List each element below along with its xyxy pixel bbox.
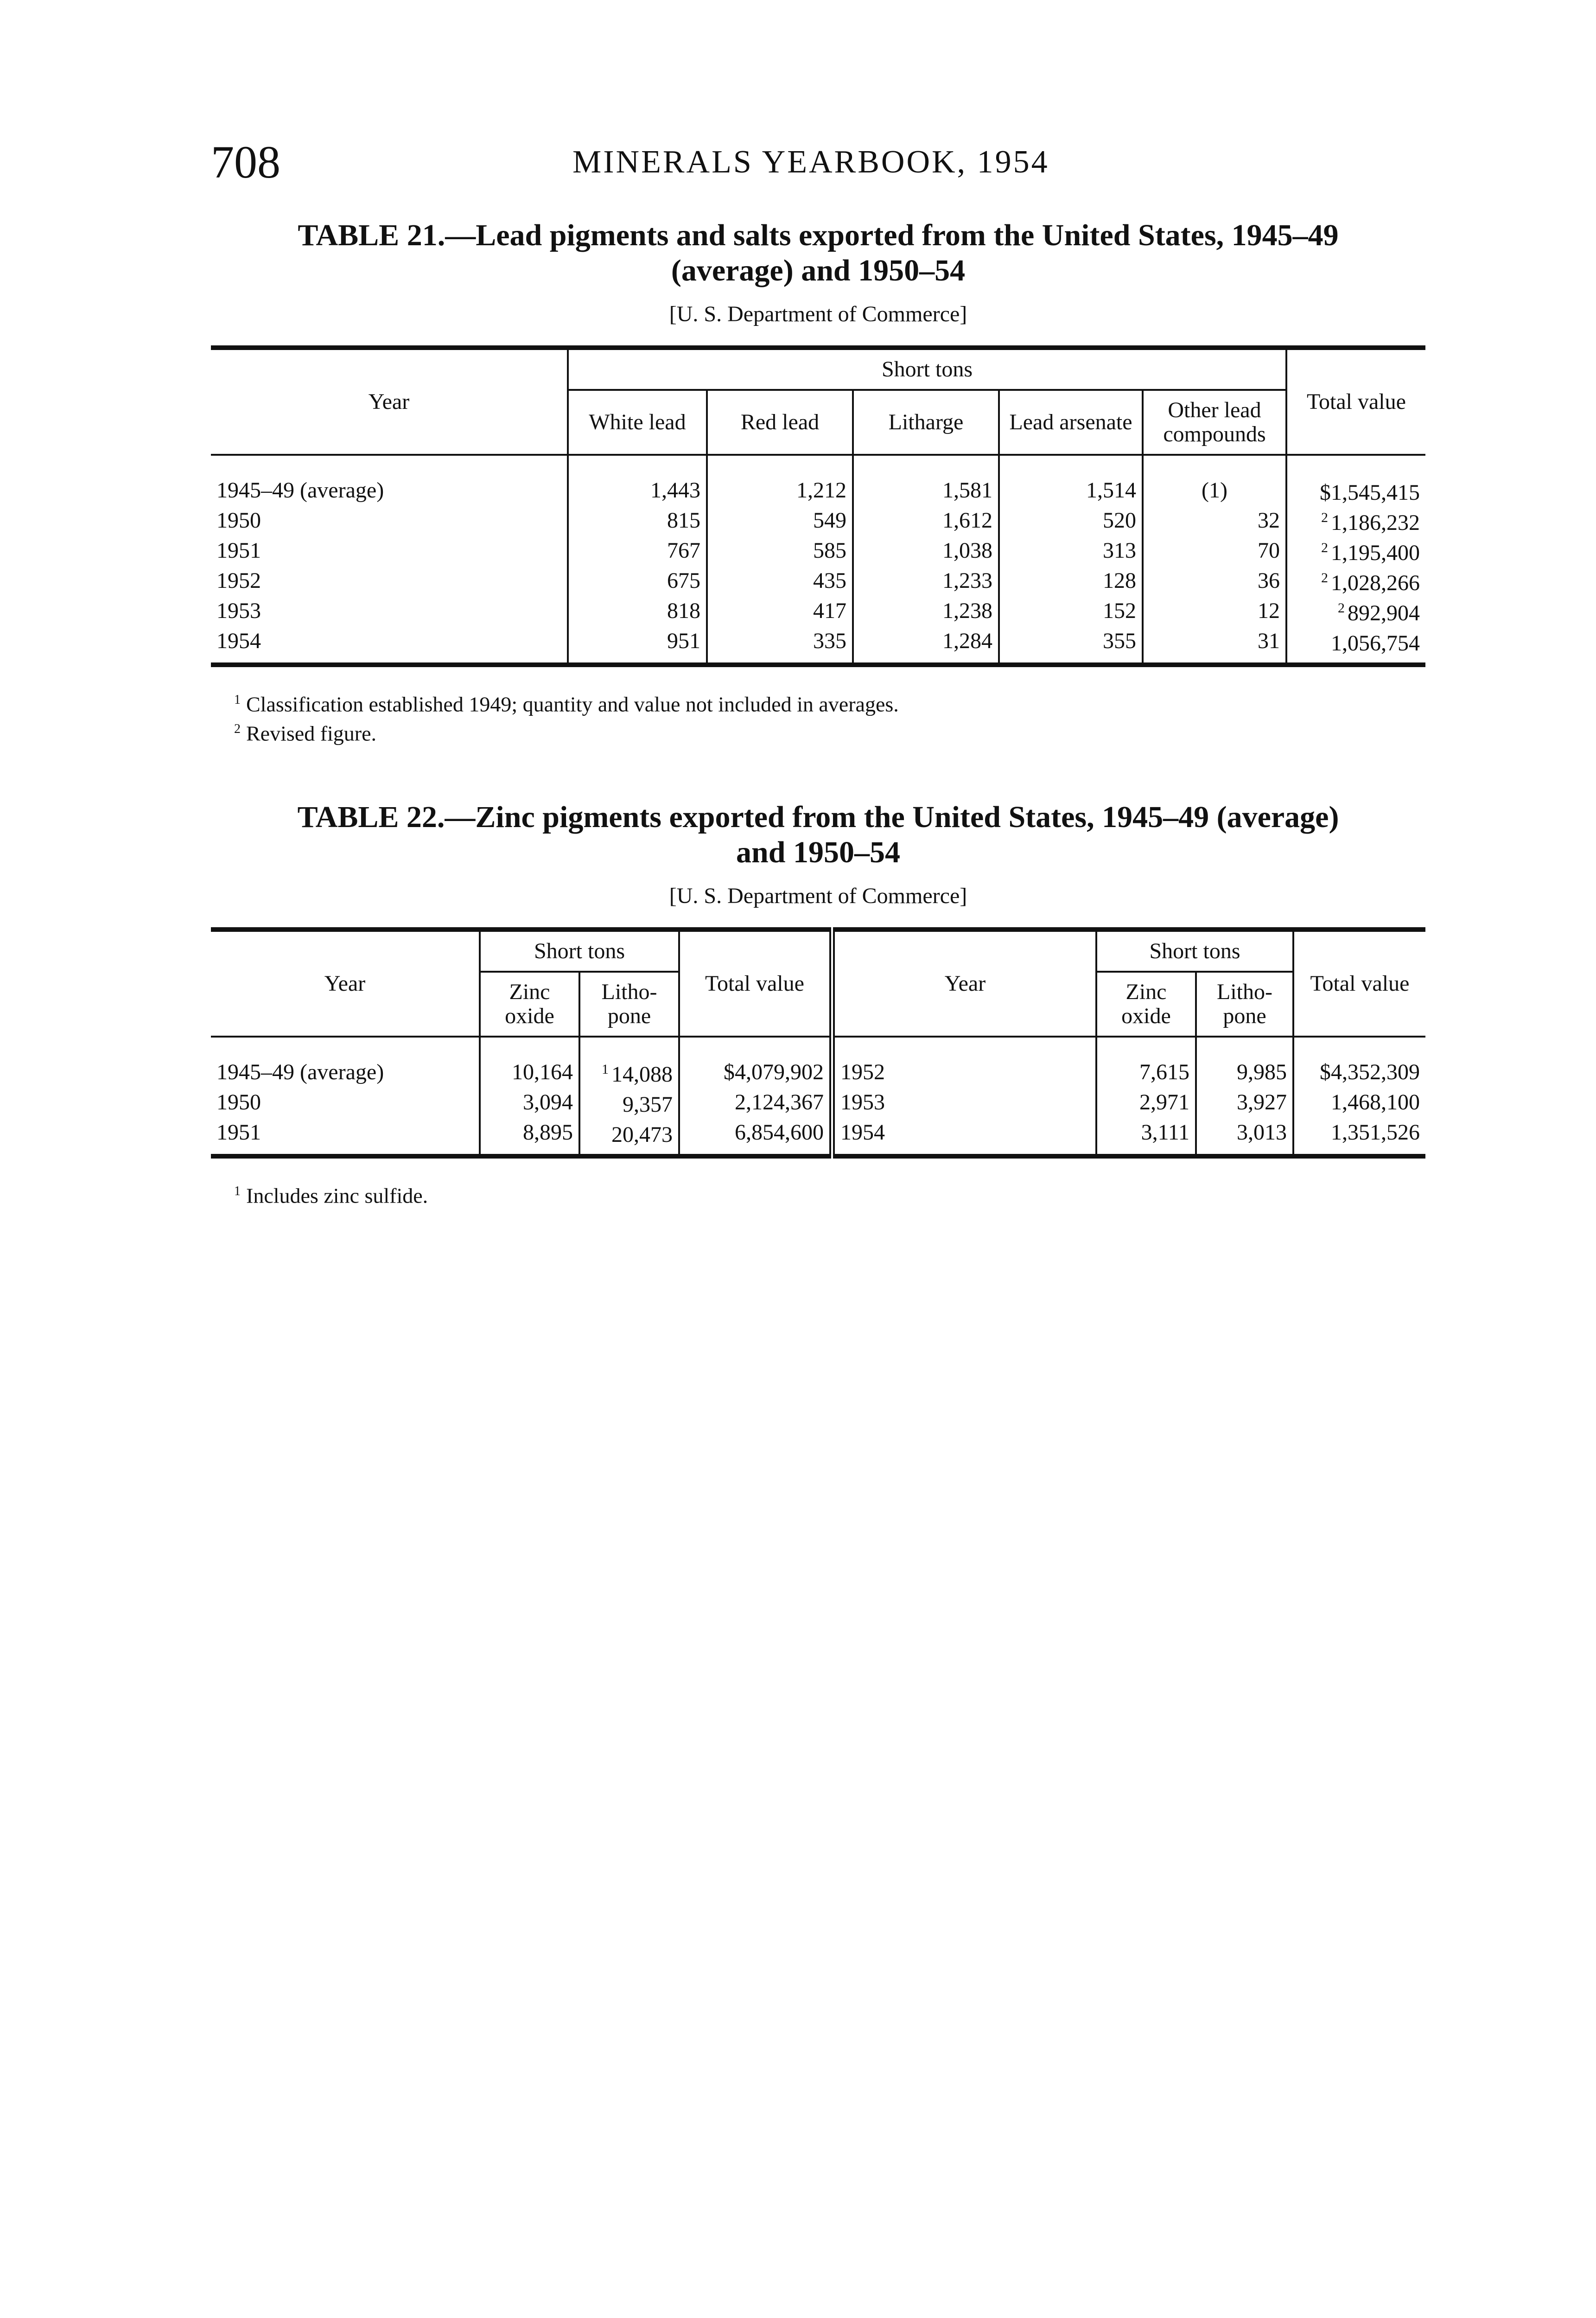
cell-red-lead: 335: [707, 626, 853, 665]
table-row: [211, 626, 1425, 665]
cell-red-lead: 585: [707, 535, 853, 566]
row-year: 1945–49 (average): [211, 455, 568, 505]
cell-red-lead: 417: [707, 596, 853, 626]
cell-other-lead: 12: [1143, 596, 1286, 626]
footnote-ref: 2: [1321, 510, 1328, 525]
table-21-col-year: Year: [211, 348, 568, 455]
table-21-col-white-lead: White lead: [568, 390, 707, 455]
cell-litharge: 1,612: [853, 505, 999, 535]
cell-lithopone-right: 9,985: [1196, 1037, 1293, 1087]
table-22-col-year-right: Year: [832, 930, 1096, 1037]
table-21-col-group-short-tons: Short tons: [568, 348, 1286, 390]
cell-total-value-right: 1,468,100: [1331, 1089, 1420, 1114]
row-year: 1951: [211, 535, 568, 566]
cell-zinc-oxide-left: 8,895: [480, 1117, 579, 1156]
cell-lead-arsenate: 1,514: [999, 455, 1143, 505]
table-22-col-lithopone-left: Litho-pone: [579, 972, 679, 1037]
footnote: [234, 717, 1425, 746]
table-21-col-red-lead: Red lead: [707, 390, 853, 455]
footnote-ref: 2: [1321, 570, 1328, 586]
row-year-left: 1951: [211, 1117, 480, 1156]
cell-white-lead: 1,443: [568, 455, 707, 505]
table-22-col-group-short-tons-right: Short tons: [1096, 930, 1293, 972]
table-21: [211, 345, 1425, 667]
cell-white-lead: 675: [568, 566, 707, 596]
cell-lead-arsenate: 128: [999, 566, 1143, 596]
cell-white-lead: 818: [568, 596, 707, 626]
cell-total-value: [1286, 535, 1425, 566]
footnote-text: Includes zinc sulfide.: [246, 1184, 428, 1208]
cell-total-value-left: 2,124,367: [735, 1089, 824, 1114]
cell-other-lead: (1): [1143, 455, 1286, 505]
row-year-right: 1954: [832, 1117, 1096, 1156]
table-22-col-total-value-right: Total value: [1293, 930, 1425, 1037]
footnote: [234, 1179, 1425, 1208]
footnote-ref: 1: [602, 1062, 609, 1077]
cell-other-lead: 36: [1143, 566, 1286, 596]
table-22-source: [U. S. Department of Commerce]: [669, 884, 967, 908]
table-row: [211, 566, 1425, 596]
cell-lead-arsenate: 313: [999, 535, 1143, 566]
lithopone-text: 14,088: [611, 1062, 673, 1087]
table-row: [211, 1117, 1425, 1156]
lithopone-text: 9,357: [623, 1092, 673, 1117]
cell-lead-arsenate: 152: [999, 596, 1143, 626]
cell-other-lead: 31: [1143, 626, 1286, 665]
table-22-caption-line-2: and 1950–54: [736, 835, 900, 869]
table-21-block: [211, 218, 1425, 746]
total-value-text: 1,195,400: [1331, 541, 1420, 565]
row-year-left: 1945–49 (average): [211, 1037, 480, 1087]
cell-white-lead: 767: [568, 535, 707, 566]
cell-total-value-right: 1,351,526: [1331, 1120, 1420, 1145]
table-22-col-group-short-tons-left: Short tons: [480, 930, 679, 972]
total-value-text: 892,904: [1348, 601, 1420, 625]
cell-white-lead: 815: [568, 505, 707, 535]
footnote-text: Revised figure.: [246, 721, 377, 745]
footnote-mark: 1: [234, 1184, 241, 1198]
cell-litharge: 1,238: [853, 596, 999, 626]
table-21-col-lead-arsenate: Lead arsenate: [999, 390, 1143, 455]
table-21-caption: [211, 218, 1425, 288]
cell-lithopone-left: [579, 1037, 679, 1087]
cell-other-lead: 70: [1143, 535, 1286, 566]
cell-litharge: 1,581: [853, 455, 999, 505]
footnote-ref: 2: [1338, 600, 1345, 616]
cell-litharge: 1,284: [853, 626, 999, 665]
cell-lithopone-right: 3,927: [1196, 1087, 1293, 1117]
table-22-col-zinc-oxide-left: Zinc oxide: [480, 972, 579, 1037]
table-22: [211, 927, 1425, 1159]
total-value-text: $1,545,415: [1320, 480, 1420, 505]
cell-red-lead: 549: [707, 505, 853, 535]
table-21-caption-line-1: TABLE 21.—Lead pigments and salts exported from the United States, 1945–49: [298, 218, 1339, 252]
table-21-col-litharge: Litharge: [853, 390, 999, 455]
cell-zinc-oxide-right: 3,111: [1096, 1117, 1196, 1156]
table-21-source: [U. S. Department of Commerce]: [669, 302, 967, 326]
table-row: [211, 1087, 1425, 1117]
table-22-col-lithopone-right: Litho-pone: [1196, 972, 1293, 1037]
cell-lead-arsenate: 355: [999, 626, 1143, 665]
page-header: [211, 135, 1425, 196]
table-22-col-zinc-oxide-right: Zinc oxide: [1096, 972, 1196, 1037]
footnote-text: Classification established 1949; quantity and value not included in averages.: [246, 692, 899, 716]
cell-total-value: [1286, 505, 1425, 535]
table-22-col-year-left: Year: [211, 930, 480, 1037]
cell-total-value: [1286, 626, 1425, 665]
table-21-col-other-lead-compounds: Other lead compounds: [1143, 390, 1286, 455]
row-year: 1953: [211, 596, 568, 626]
table-row: [211, 505, 1425, 535]
cell-other-lead: 32: [1143, 505, 1286, 535]
cell-total-value-right: $4,352,309: [1320, 1059, 1420, 1084]
table-22-caption: [211, 800, 1425, 870]
total-value-text: 1,028,266: [1331, 571, 1420, 595]
cell-total-value-left: $4,079,902: [724, 1059, 824, 1084]
cell-total-value-left: 6,854,600: [735, 1120, 824, 1145]
cell-total-value: [1286, 455, 1425, 505]
cell-zinc-oxide-right: 2,971: [1096, 1087, 1196, 1117]
cell-litharge: 1,233: [853, 566, 999, 596]
cell-red-lead: 435: [707, 566, 853, 596]
table-21-col-total-value: Total value: [1286, 348, 1425, 455]
cell-lithopone-left: [579, 1117, 679, 1156]
footnote-mark: 2: [234, 722, 241, 737]
table-22-col-total-value-left: Total value: [679, 930, 832, 1037]
footnote-mark: 1: [234, 693, 241, 707]
cell-total-value: [1286, 596, 1425, 626]
cell-zinc-oxide-left: 3,094: [480, 1087, 579, 1117]
cell-total-value: [1286, 566, 1425, 596]
lithopone-text: 20,473: [611, 1122, 673, 1147]
table-row: [211, 596, 1425, 626]
cell-zinc-oxide-right: 7,615: [1096, 1037, 1196, 1087]
total-value-text: 1,186,232: [1331, 510, 1420, 535]
table-21-footnotes: [211, 688, 1425, 746]
row-year: 1950: [211, 505, 568, 535]
table-22-block: [211, 800, 1425, 1208]
table-row: [211, 455, 1425, 505]
table-22-caption-line-1: TABLE 22.—Zinc pigments exported from the United States, 1945–49 (average): [297, 800, 1339, 834]
total-value-text: 1,056,754: [1331, 631, 1420, 656]
cell-red-lead: 1,212: [707, 455, 853, 505]
footnote: [234, 688, 1425, 717]
row-year-right: 1952: [832, 1037, 1096, 1087]
table-row: [211, 1037, 1425, 1087]
running-head: MINERALS YEARBOOK, 1954: [572, 144, 1049, 180]
cell-litharge: 1,038: [853, 535, 999, 566]
row-year: 1952: [211, 566, 568, 596]
cell-lead-arsenate: 520: [999, 505, 1143, 535]
table-row: [211, 535, 1425, 566]
table-21-caption-line-2: (average) and 1950–54: [671, 254, 966, 287]
row-year-left: 1950: [211, 1087, 480, 1117]
table-22-footnotes: [211, 1179, 1425, 1208]
cell-lithopone-right: 3,013: [1196, 1117, 1293, 1156]
cell-zinc-oxide-left: 10,164: [480, 1037, 579, 1087]
cell-white-lead: 951: [568, 626, 707, 665]
page-number: 708: [211, 136, 280, 188]
row-year: 1954: [211, 626, 568, 665]
cell-lithopone-left: [579, 1087, 679, 1117]
row-year-right: 1953: [832, 1087, 1096, 1117]
footnote-ref: 2: [1321, 540, 1328, 555]
